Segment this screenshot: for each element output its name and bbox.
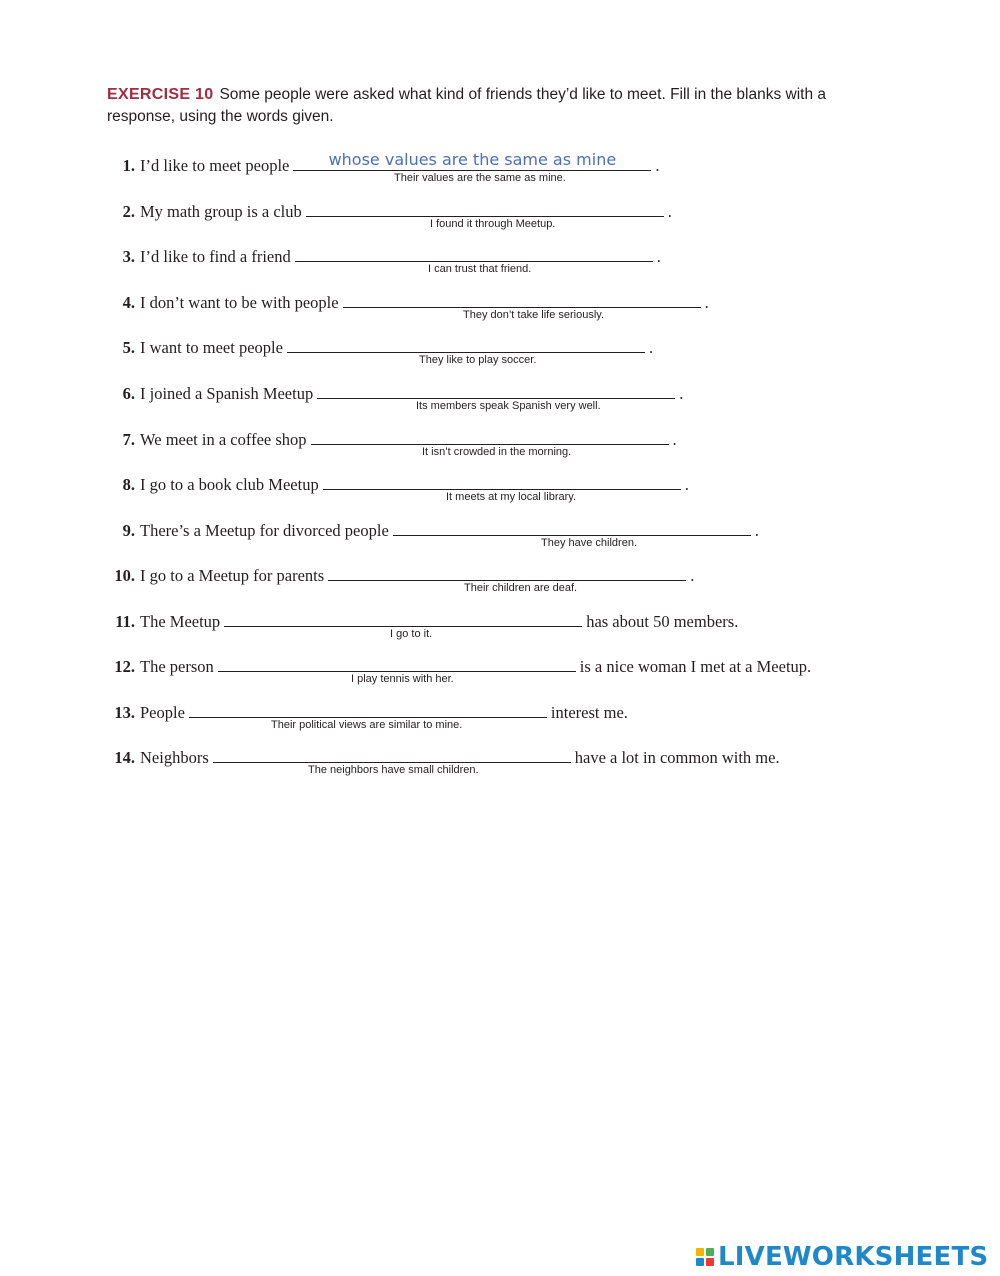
question-number: 11. — [115, 612, 135, 631]
answer-input-6[interactable] — [317, 378, 675, 397]
sentence-end: . — [648, 338, 654, 357]
question-number: 3. — [122, 247, 135, 266]
question-number: 9. — [122, 521, 135, 540]
sentence-end: . — [679, 384, 684, 403]
question-number: 1. — [122, 156, 135, 175]
answer-input-3[interactable] — [295, 241, 653, 260]
question-number: 7. — [122, 430, 135, 449]
sentence-end: . — [672, 430, 677, 449]
answer-blank[interactable] — [323, 471, 681, 490]
hint-text: They don’t take life seriously. — [463, 309, 605, 321]
sentence-end: . — [655, 156, 660, 175]
exercise-header — [107, 84, 847, 128]
sentence-start: I’d like to meet people — [140, 156, 290, 175]
logo-block — [706, 1258, 714, 1266]
answer-input-5[interactable] — [287, 332, 645, 351]
answer-blank[interactable] — [189, 699, 547, 718]
question-number: 10. — [114, 566, 135, 585]
sentence-start: People — [140, 703, 185, 722]
answer-input-12[interactable] — [218, 651, 576, 670]
answer-input-2[interactable] — [306, 196, 664, 215]
liveworksheets-logo — [696, 1242, 988, 1272]
hint-text: I found it through Meetup. — [430, 218, 556, 230]
question-number: 2. — [122, 202, 135, 221]
answer-blank[interactable] — [328, 562, 686, 581]
sentence-end: . — [667, 202, 672, 221]
question-number: 13. — [114, 703, 135, 722]
hint-text: It isn’t crowded in the morning. — [422, 446, 572, 458]
sentence-end: . — [754, 521, 759, 540]
sentence-start: The person — [140, 657, 214, 676]
answer-input-7[interactable] — [311, 424, 669, 443]
question-number: 8. — [122, 475, 135, 494]
sentence-start: The Meetup — [140, 612, 221, 631]
answer-blank[interactable] — [311, 426, 669, 445]
sentence-start: I go to a Meetup for parents — [140, 566, 325, 585]
hint-text: Its members speak Spanish very well. — [416, 400, 601, 412]
sentence-end: have a lot in common with me. — [574, 748, 780, 767]
hint-text: Their values are the same as mine. — [394, 172, 566, 184]
answer-input-9[interactable] — [393, 515, 751, 534]
hint-text: I play tennis with her. — [351, 673, 454, 685]
logo-block — [706, 1248, 714, 1256]
answer-blank[interactable] — [224, 608, 582, 627]
hint-text: It meets at my local library. — [446, 491, 576, 503]
hint-text: I can trust that friend. — [428, 263, 532, 275]
answer-input-1[interactable] — [293, 150, 651, 169]
logo-blocks-icon — [696, 1248, 714, 1266]
answer-blank[interactable] — [343, 289, 701, 308]
sentence-end: has about 50 members. — [586, 612, 739, 631]
exercise-instructions: Some people were asked what kind of friends they’d like to meet. Fill in the blanks with a response, using the words given. — [107, 86, 827, 125]
sentence-end: . — [684, 475, 689, 494]
hint-text: I go to it. — [390, 628, 433, 640]
logo-block — [696, 1248, 704, 1256]
hint-text: They have children. — [541, 537, 637, 549]
answer-blank[interactable] — [287, 334, 645, 353]
answer-input-8[interactable] — [323, 469, 681, 488]
question-number: 5. — [122, 338, 135, 357]
answer-blank[interactable] — [218, 653, 576, 672]
answer-input-10[interactable] — [328, 560, 686, 579]
logo-block — [696, 1258, 704, 1266]
sentence-start: I don’t want to be with people — [140, 293, 339, 312]
sentence-start: I joined a Spanish Meetup — [140, 384, 314, 403]
sentence-start: I’d like to find a friend — [140, 247, 291, 266]
sentence-start: I go to a book club Meetup — [140, 475, 319, 494]
sentence-start: There’s a Meetup for divorced people — [140, 521, 389, 540]
sentence-end: is a nice woman I met at a Meetup. — [579, 657, 812, 676]
question-number: 14. — [114, 748, 135, 767]
sentence-end: . — [704, 293, 709, 312]
hint-text: They like to play soccer. — [419, 354, 537, 366]
answer-input-4[interactable] — [343, 287, 701, 306]
answer-blank[interactable] — [213, 744, 571, 763]
answer-input-13[interactable] — [189, 697, 547, 716]
hint-text: The neighbors have small children. — [308, 764, 479, 776]
question-number: 4. — [122, 293, 135, 312]
hint-text: Their political views are similar to mine. — [271, 719, 463, 731]
answer-blank[interactable] — [295, 243, 653, 262]
answer-blank[interactable] — [393, 517, 751, 536]
sentence-start: I want to meet people — [140, 338, 283, 357]
answer-input-11[interactable] — [224, 606, 582, 625]
exercise-label: EXERCISE 10 — [107, 86, 214, 103]
logo-text: LIVEWORKSHEETS — [718, 1242, 989, 1272]
sentence-end: interest me. — [550, 703, 628, 722]
answer-input-14[interactable] — [213, 742, 571, 761]
question-number: 12. — [114, 657, 135, 676]
hint-text: Their children are deaf. — [464, 582, 578, 594]
answer-blank[interactable] — [306, 198, 664, 217]
sentence-end: . — [690, 566, 695, 585]
answer-blank[interactable] — [317, 380, 675, 399]
sentence-start: Neighbors — [140, 748, 209, 767]
question-number: 6. — [122, 384, 135, 403]
sentence-start: We meet in a coffee shop — [140, 430, 307, 449]
sentence-end: . — [656, 247, 661, 266]
answer-blank[interactable] — [293, 152, 651, 171]
sentence-start: My math group is a club — [140, 202, 302, 221]
